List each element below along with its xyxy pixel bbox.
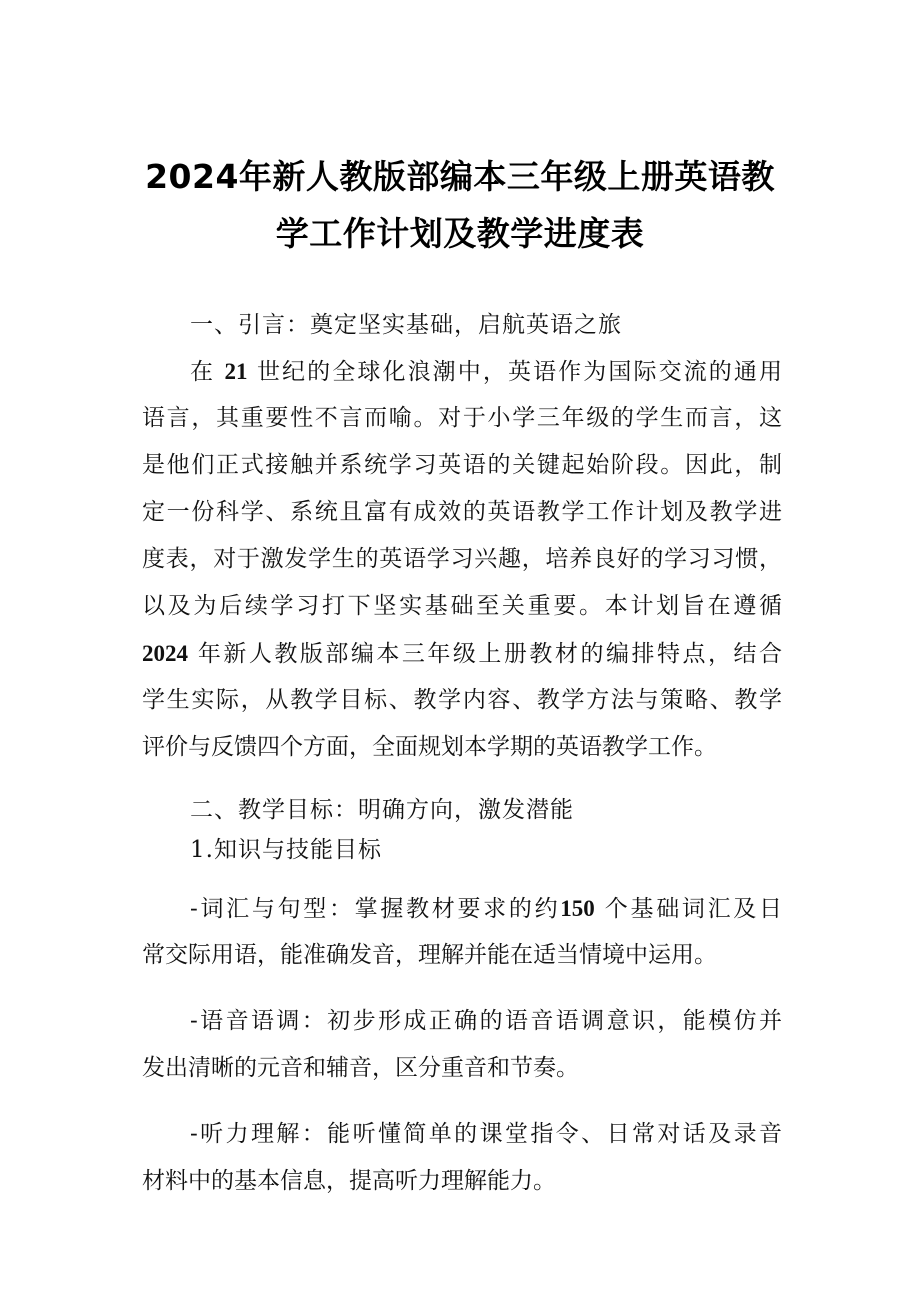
paragraph-line: -听力理解：能听懂简单的课堂指令、日常对话及录音 [190, 1121, 782, 1147]
goal-item-pronunciation [142, 998, 782, 1092]
text-fragment: 年新人教版部编本三年级上册教材的编排特点，结合 [188, 641, 782, 667]
paragraph-line: 材料中的基本信息，提高听力理解能力。 [142, 1168, 556, 1194]
paragraph-line: 定一份科学、系统且富有成效的英语教学工作计划及教学进 [142, 499, 782, 525]
section-1-heading: 一、引言：奠定坚实基础，启航英语之旅 [190, 312, 622, 338]
number-text: 21 [224, 359, 248, 384]
section-1-paragraph [142, 348, 782, 771]
number-text: 2024 [142, 641, 188, 666]
section-2-heading: 二、教学目标：明确方向，激发潜能 [190, 797, 574, 823]
section-2-subheading: 1.知识与技能目标 [190, 837, 382, 863]
paragraph-line [142, 630, 782, 677]
text-fragment: 世纪的全球化浪潮中，英语作为国际交流的通用 [247, 359, 783, 385]
document-title [120, 148, 800, 262]
paragraph-line: 度表，对于激发学生的英语学习兴趣，培养良好的学习习惯， [142, 546, 782, 572]
paragraph-line: 以及为后续学习打下坚实基础至关重要。本计划旨在遵循 [142, 593, 782, 619]
text-fragment: 个基础词汇及日 [594, 896, 782, 922]
paragraph-line [142, 885, 782, 932]
paragraph-line: 评价与反馈四个方面，全面规划本学期的英语教学工作。 [142, 734, 717, 760]
text-fragment: 在 [190, 359, 225, 385]
paragraph-line: 是他们正式接触并系统学习英语的关键起始阶段。因此，制 [142, 452, 782, 478]
title-line-2: 学工作计划及教学进度表 [275, 214, 645, 253]
text-fragment: -词汇与句型：掌握教材要求的约 [190, 896, 561, 922]
goal-item-listening [142, 1111, 782, 1205]
goal-item-vocabulary [142, 885, 782, 979]
paragraph-line: 学生实际，从教学目标、教学内容、教学方法与策略、教学 [142, 687, 782, 713]
paragraph-line: 语言，其重要性不言而喻。对于小学三年级的学生而言，这 [142, 405, 782, 431]
paragraph-line: -语音语调：初步形成正确的语音语调意识，能模仿并 [190, 1008, 782, 1034]
title-line-1: 2024年新人教版部编本三年级上册英语教 [145, 157, 775, 196]
paragraph-line [142, 348, 782, 395]
paragraph-line: 常交际用语，能准确发音，理解并能在适当情境中运用。 [142, 942, 717, 968]
paragraph-line: 发出清晰的元音和辅音，区分重音和节奏。 [142, 1055, 579, 1081]
number-text: 150 [560, 896, 595, 921]
